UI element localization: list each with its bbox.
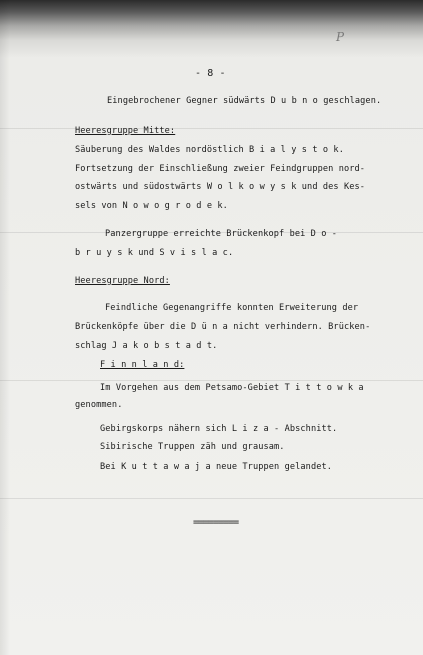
text-line: sels von N o w o g r o d e k.: [75, 201, 228, 211]
section-heading: Heeresgruppe Mitte:: [75, 126, 176, 136]
text-line: Eingebrochener Gegner südwärts D u b n o geschlagen.: [107, 96, 382, 106]
text-line: schlag J a k o b s t a d t.: [75, 341, 218, 351]
text-line: Bei K u t t a w a j a neue Truppen gelandet.: [100, 462, 333, 472]
scan-line: [0, 380, 423, 381]
handwritten-mark: P: [336, 30, 345, 44]
text-line: ostwärts und südostwärts W o l k o w y s k und des Kes-: [75, 182, 366, 192]
text-line: genommen.: [75, 400, 123, 410]
scan-line: [0, 498, 423, 499]
text-line: Gebirgskorps nähern sich L i z a - Abschnitt.: [100, 424, 338, 434]
section-heading: F i n n l a n d:: [100, 360, 185, 370]
page-edge-shadow: [0, 0, 10, 655]
text-line: Brückenköpfe über die D ü n a nicht verhindern. Brücken-: [75, 322, 371, 332]
text-line: Säuberung des Waldes nordöstlich B i a l y s t o k.: [75, 145, 344, 155]
text-line: Im Vorgehen aus dem Petsamo-Gebiet T i t t o w k a: [100, 383, 364, 393]
section-heading: Heeresgruppe Nord:: [75, 276, 170, 286]
scan-line: [0, 128, 423, 129]
text-line: Feindliche Gegenangriffe konnten Erweiterung der: [105, 303, 359, 313]
text-line: Fortsetzung der Einschließung zweier Feindgruppen nord-: [75, 164, 366, 174]
page-number: - 8 -: [195, 68, 226, 79]
text-line: Panzergruppe erreichte Brückenkopf bei D o -: [105, 229, 338, 239]
text-line: b r u y s k und S v i s l a c.: [75, 248, 234, 258]
separator-line: =========: [193, 517, 239, 528]
text-line: Sibirische Truppen zäh und grausam.: [100, 442, 285, 452]
